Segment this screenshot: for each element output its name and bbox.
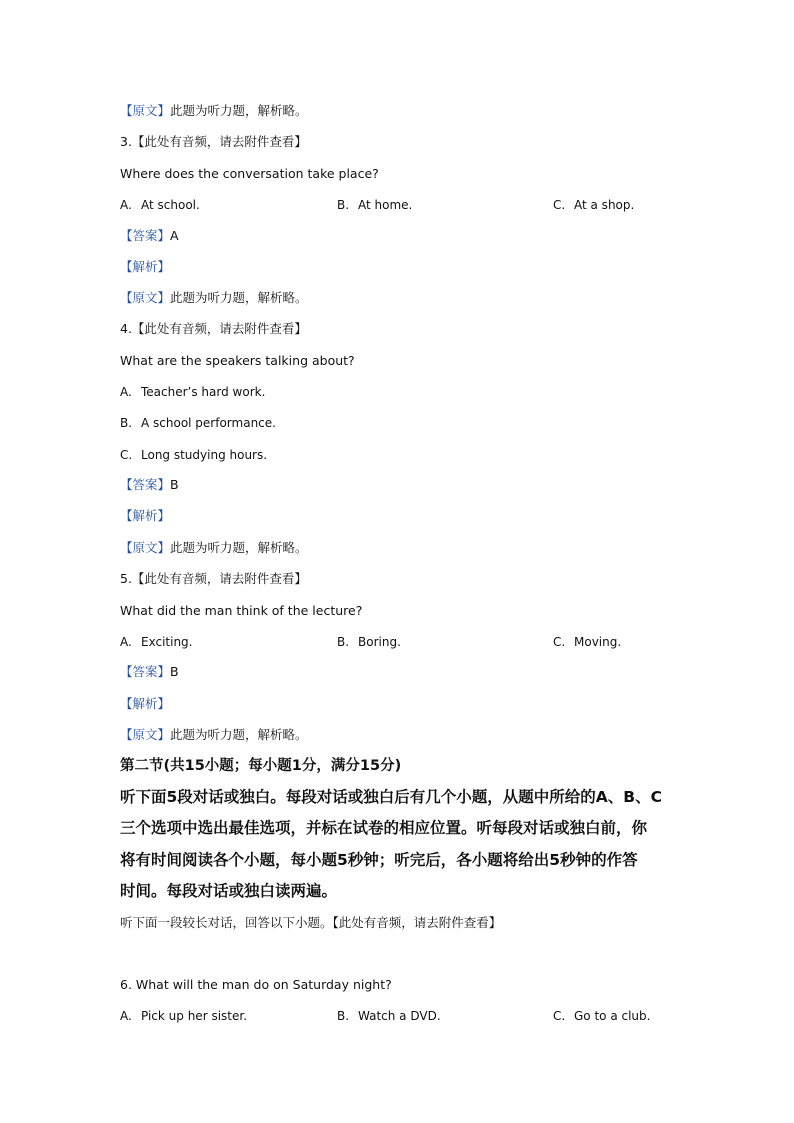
source-note: 【原文】此题为听力题，解析略。 — [120, 540, 308, 555]
section-instructions: 听下面5段对话或独白。每段对话或独白后有几个小题，从题中所给的A、B、C — [120, 788, 662, 806]
answer-line: 【答案】B — [120, 477, 179, 492]
option-b: B. Watch a DVD. — [337, 1009, 441, 1023]
question-text: Where does the conversation take place? — [120, 166, 379, 181]
option-b: B. Boring. — [337, 635, 401, 649]
section-heading: 第二节(共15小题；每小题1分，满分15分) — [120, 758, 402, 774]
analysis-label: 【解析】 — [120, 508, 171, 523]
option-a: A. Exciting. — [120, 635, 193, 649]
option-c: C. Moving. — [553, 635, 622, 649]
option-c: C. At a shop. — [553, 198, 635, 212]
option-c: C. Long studying hours. — [120, 448, 268, 462]
source-note: 【原文】此题为听力题，解析略。 — [120, 727, 308, 742]
option-a: A. At school. — [120, 198, 200, 212]
option-a: A. Teacher’s hard work. — [120, 385, 266, 399]
question-text: What are the speakers talking about? — [120, 353, 355, 368]
analysis-label: 【解析】 — [120, 696, 171, 711]
answer-line: 【答案】B — [120, 664, 179, 679]
answer-line: 【答案】A — [120, 228, 179, 243]
section-instructions: 时间。每段对话或独白读两遍。 — [120, 882, 338, 900]
question-audio-header: 3.【此处有音频，请去附件查看】 — [120, 134, 307, 149]
section-instructions: 三个选项中选出最佳选项，并标在试卷的相应位置。听每段对话或独白前，你 — [120, 819, 648, 837]
option-c: C. Go to a club. — [553, 1009, 651, 1023]
question-audio-header: 4.【此处有音频，请去附件查看】 — [120, 321, 307, 336]
source-note: 【原文】此题为听力题，解析略。 — [120, 103, 308, 118]
dialogue-intro: 听下面一段较长对话，回答以下小题。【此处有音频，请去附件查看】 — [120, 915, 502, 930]
option-b: B. A school performance. — [120, 416, 276, 430]
section-instructions: 将有时间阅读各个小题，每小题5秒钟；听完后，各小题将给出5秒钟的作答 — [120, 851, 638, 869]
option-b: B. At home. — [337, 198, 413, 212]
question-text: 6. What will the man do on Saturday night? — [120, 977, 392, 992]
question-audio-header: 5.【此处有音频，请去附件查看】 — [120, 571, 307, 586]
source-note: 【原文】此题为听力题，解析略。 — [120, 290, 308, 305]
option-a: A. Pick up her sister. — [120, 1009, 248, 1023]
analysis-label: 【解析】 — [120, 259, 171, 274]
question-text: What did the man think of the lecture? — [120, 603, 363, 618]
